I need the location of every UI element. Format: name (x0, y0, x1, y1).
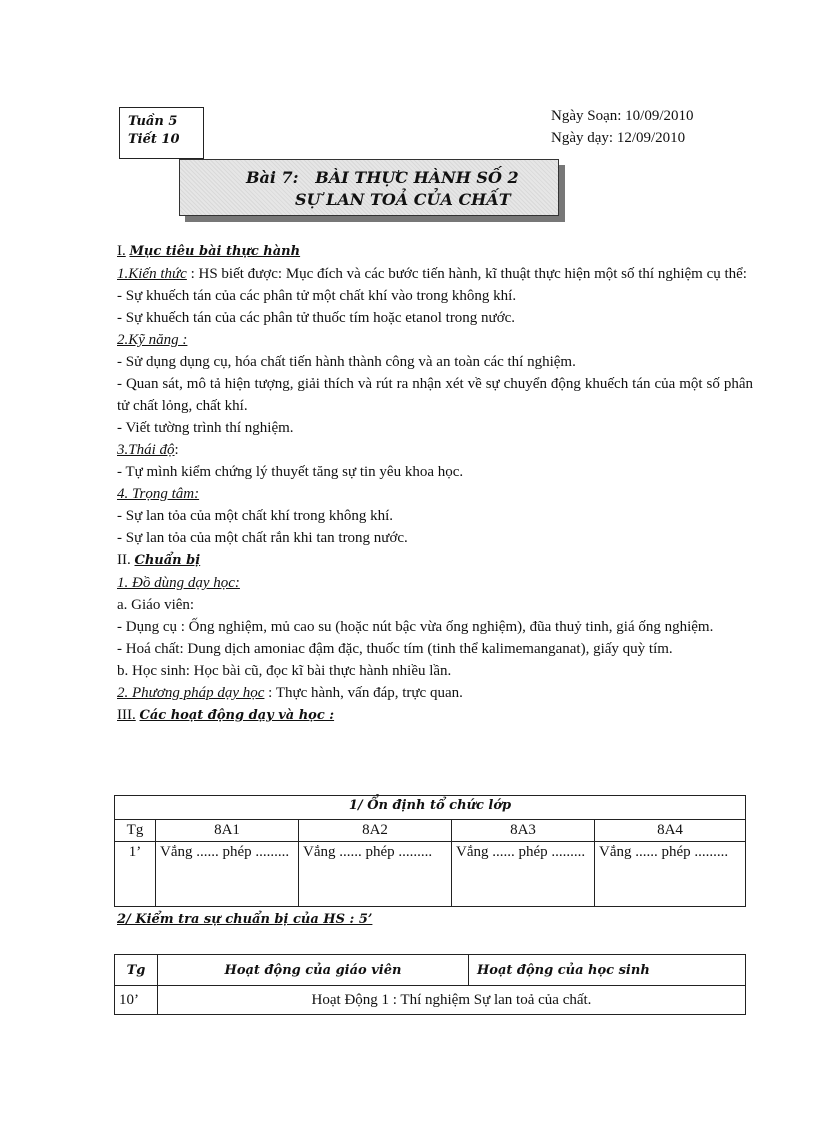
table-header-row (115, 820, 746, 842)
time-header: Tg (115, 820, 156, 842)
skills-item: - Viết tường trình thí nghiệm. (117, 420, 294, 436)
attendance-cell: Vắng ...... phép ......... (156, 842, 299, 907)
teacher-label: a. Giáo viên: (117, 597, 195, 613)
date-block (551, 105, 694, 149)
activity-table (114, 954, 746, 1015)
lesson-title-box (179, 159, 559, 216)
knowledge-para: 1.Kiến thức : HS biết được: Mục đích và các bước tiến hành, kĩ thuật thực hiện một số thí nghiệm cụ thể: (117, 266, 747, 282)
lesson-title-line1: Bài 7: BÀI THỰC HÀNH SỐ 2 (246, 168, 519, 187)
students-line: b. Học sinh: Học bài cũ, đọc kĩ bài thực hành nhiều lần. (117, 663, 452, 679)
period-label: Tiết 10 (128, 132, 180, 147)
chemicals-line: - Hoá chất: Dung dịch amoniac đậm đặc, thuốc tím (tinh thể kalimemanganat), giấy quỳ tím. (117, 641, 673, 657)
focus-label: 4. Trọng tâm: (117, 486, 200, 502)
prep-date: Ngày Soạn: 10/09/2010 (551, 108, 694, 124)
class-header: 8A4 (595, 820, 746, 842)
activity-title-cell: Hoạt Động 1 : Thí nghiệm Sự lan toả của chất. (158, 986, 746, 1015)
skills-label: 2.Kỹ năng : (117, 332, 188, 348)
time-header: Tg (115, 955, 158, 986)
class-table-title: 1/ Ổn định tổ chức lớp (115, 796, 746, 820)
objectives-heading: I. Mục tiêu bài thực hành (117, 243, 301, 259)
class-attendance-table (114, 795, 746, 907)
table-row (115, 842, 746, 907)
time-cell: 10’ (115, 986, 158, 1015)
student-activity-header: Hoạt động của học sinh (469, 955, 746, 986)
check-preparation-heading: 2/ Kiểm tra sự chuẩn bị của HS : 5’ (117, 912, 373, 927)
teacher-activity-header: Hoạt động của giáo viên (158, 955, 469, 986)
tools-line: - Dụng cụ : Ống nghiệm, mủ cao su (hoặc nút bậc vừa ống nghiệm), đũa thuỷ tinh, giá ống nghiệm. (117, 619, 714, 635)
lesson-title-line2: SỰ LAN TOẢ CỦA CHẤT (295, 190, 511, 209)
attendance-cell: Vắng ...... phép ......... (299, 842, 452, 907)
time-cell: 1’ (115, 842, 156, 907)
preparation-heading: II. Chuẩn bị (117, 552, 201, 568)
activities-heading: III. Các hoạt động dạy và học : (117, 707, 335, 723)
attendance-cell: Vắng ...... phép ......... (595, 842, 746, 907)
skills-item: - Quan sát, mô tả hiện tượng, giải thích và rút ra nhận xét về sự chuyển động khuếch tán của một số phân tử chất lỏng, chất khí. (117, 376, 753, 414)
materials-label: 1. Đồ dùng dạy học: (117, 575, 240, 591)
class-header: 8A2 (299, 820, 452, 842)
week-period-box (119, 107, 204, 159)
lesson-content (117, 240, 753, 727)
class-header: 8A3 (452, 820, 595, 842)
knowledge-item: - Sự khuếch tán của các phân tử thuốc tím hoặc etanol trong nước. (117, 310, 516, 326)
table-header-row (115, 955, 746, 986)
knowledge-item: - Sự khuếch tán của các phân tử một chất khí vào trong không khí. (117, 288, 517, 304)
skills-item: - Sử dụng dụng cụ, hóa chất tiến hành thành công và an toàn các thí nghiệm. (117, 354, 576, 370)
teach-date: Ngày dạy: 12/09/2010 (551, 130, 686, 146)
attitude-item: - Tự mình kiểm chứng lý thuyết tăng sự tin yêu khoa học. (117, 464, 464, 480)
focus-item: - Sự lan tỏa của một chất khí trong không khí. (117, 508, 393, 524)
week-label: Tuần 5 (128, 114, 178, 129)
focus-item: - Sự lan tỏa của một chất rắn khi tan trong nước. (117, 530, 408, 546)
table-title-row (115, 796, 746, 820)
class-header: 8A1 (156, 820, 299, 842)
method-line: 2. Phương pháp dạy học : Thực hành, vấn đáp, trực quan. (117, 685, 463, 701)
attendance-cell: Vắng ...... phép ......... (452, 842, 595, 907)
table-row (115, 986, 746, 1015)
attitude-label-line: 3.Thái độ: (117, 442, 179, 458)
